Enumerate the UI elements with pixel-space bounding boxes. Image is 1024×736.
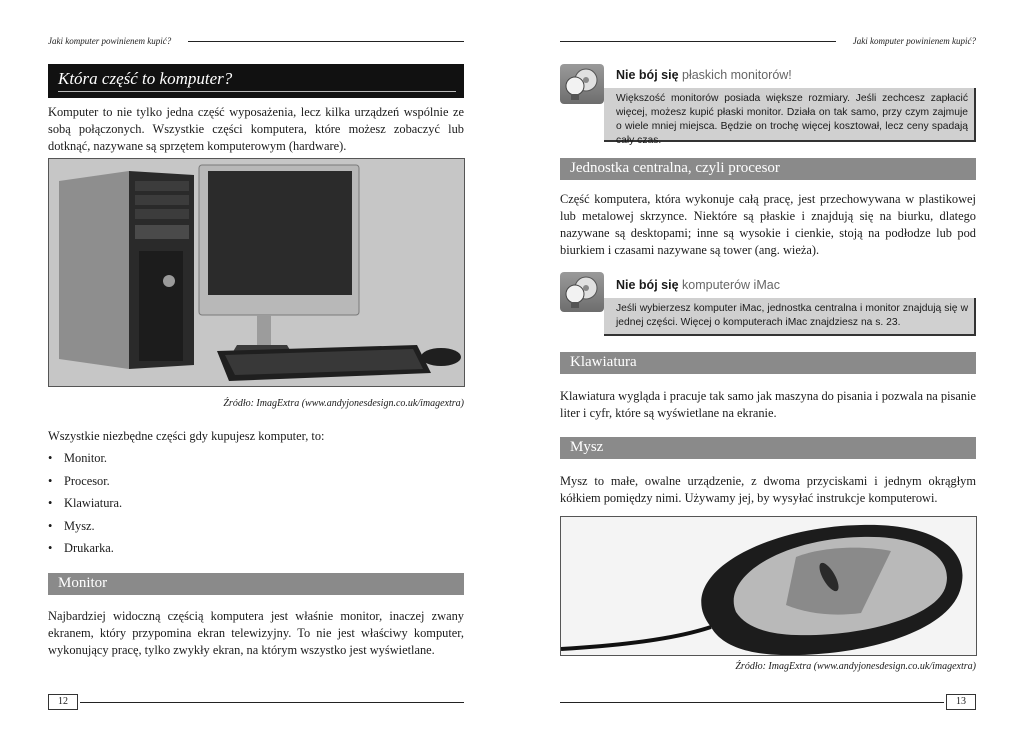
photo-caption: Źródło: ImagExtra (www.andyjonesdesign.co.uk/imagextra) bbox=[735, 661, 976, 672]
list-item: • Monitor. bbox=[48, 451, 108, 465]
header-rule bbox=[188, 41, 464, 42]
running-header: Jaki komputer powinienem kupić? bbox=[852, 36, 976, 46]
mouse-paragraph: Mysz to małe, owalne urządzenie, z dwoma przyciskami i jednym okrągłym kółkiem pomiędzy nimi. Używamy jej, by wysyłać instrukcje komputerowi. bbox=[560, 474, 976, 505]
section-heading-mouse: Mysz bbox=[560, 437, 976, 459]
section-heading-keyboard: Klawiatura bbox=[560, 352, 976, 374]
mouse-photo bbox=[560, 516, 977, 656]
monitor-paragraph: Najbardziej widoczną częścią komputera jest właśnie monitor, inaczej zwany ekranem, który przypomina ekran telewizyjny. To nie jest właściwy komputer, wykonujący pracę, tylko zwykły ekran, na którym wszystko jest wyświetlane. bbox=[48, 609, 464, 657]
list-item: • Procesor. bbox=[48, 473, 110, 488]
desktop-computer-photo bbox=[48, 158, 465, 387]
tip-title: Nie bój się płaskich monitorów! bbox=[616, 68, 792, 82]
chapter-title-text: Która część to komputer? bbox=[58, 69, 233, 88]
footer-rule bbox=[560, 702, 944, 703]
lightbulb-cd-icon bbox=[560, 272, 604, 312]
list-item: • Drukarka. bbox=[48, 541, 114, 555]
desktop-computer-illustration bbox=[49, 159, 465, 387]
photo-caption: Źródło: ImagExtra (www.andyjonesdesign.co.uk/imagextra) bbox=[223, 398, 464, 409]
chapter-title bbox=[48, 64, 464, 98]
tip-title: Nie bój się komputerów iMac bbox=[616, 278, 780, 292]
page-number: 12 bbox=[48, 694, 78, 710]
section-heading-cpu: Jednostka centralna, czyli procesor bbox=[560, 158, 976, 180]
lightbulb-cd-icon bbox=[560, 64, 604, 104]
page-number: 13 bbox=[946, 694, 976, 710]
running-header: Jaki komputer powinienem kupić? bbox=[48, 36, 172, 46]
list-item: • Mysz. bbox=[48, 518, 95, 533]
title-underline bbox=[58, 91, 456, 92]
intro-paragraph: Komputer to nie tylko jedna część wyposażenia, lecz kilka urządzeń wspólnie ze sobą połączonych. Wszystkie części komputera, które możesz zobaczyć lub dotknąć, nazywane są sprzętem komputerowym (hardware). bbox=[48, 105, 464, 153]
list-item: • Klawiatura. bbox=[48, 496, 123, 510]
list-intro: Wszystkie niezbędne części gdy kupujesz komputer, to: bbox=[48, 429, 325, 443]
tip-box: Jeśli wybierzesz komputer iMac, jednostka centralna i monitor znajdują się w jednej części. Więcej o komputerach iMac znajdziesz na s. 23. bbox=[604, 298, 976, 336]
cpu-paragraph: Część komputera, która wykonuje całą pracę, jest przechowywana w plastikowej lub metalowej skrzynce. Niektóre są płaskie i znajdują się na biurku, dlatego nazywane są desktopami; inne są wysokie i cienkie, stoją na podłodze lub pod biurkiem i czasami nazywane są tower (ang. wieża). bbox=[560, 192, 976, 257]
components-list bbox=[48, 450, 122, 563]
footer-rule bbox=[80, 702, 464, 703]
computer-mouse-illustration bbox=[561, 517, 977, 656]
section-heading-monitor: Monitor bbox=[48, 573, 464, 595]
keyboard-paragraph: Klawiatura wygląda i pracuje tak samo jak maszyna do pisania i pozwala na pisanie liter i cyfr, które są wyświetlane na ekranie. bbox=[560, 389, 976, 420]
header-rule bbox=[560, 41, 836, 42]
tip-box: Większość monitorów posiada większe rozmiary. Jeśli zechcesz zapłacić więcej, możesz kupić płaski monitor. Działa on tak samo, przy czym zajmuje o wiele mniej miejsca. Będzie on trochę więcej kosztował, lecz ceny spadają cały czas. bbox=[604, 88, 976, 142]
